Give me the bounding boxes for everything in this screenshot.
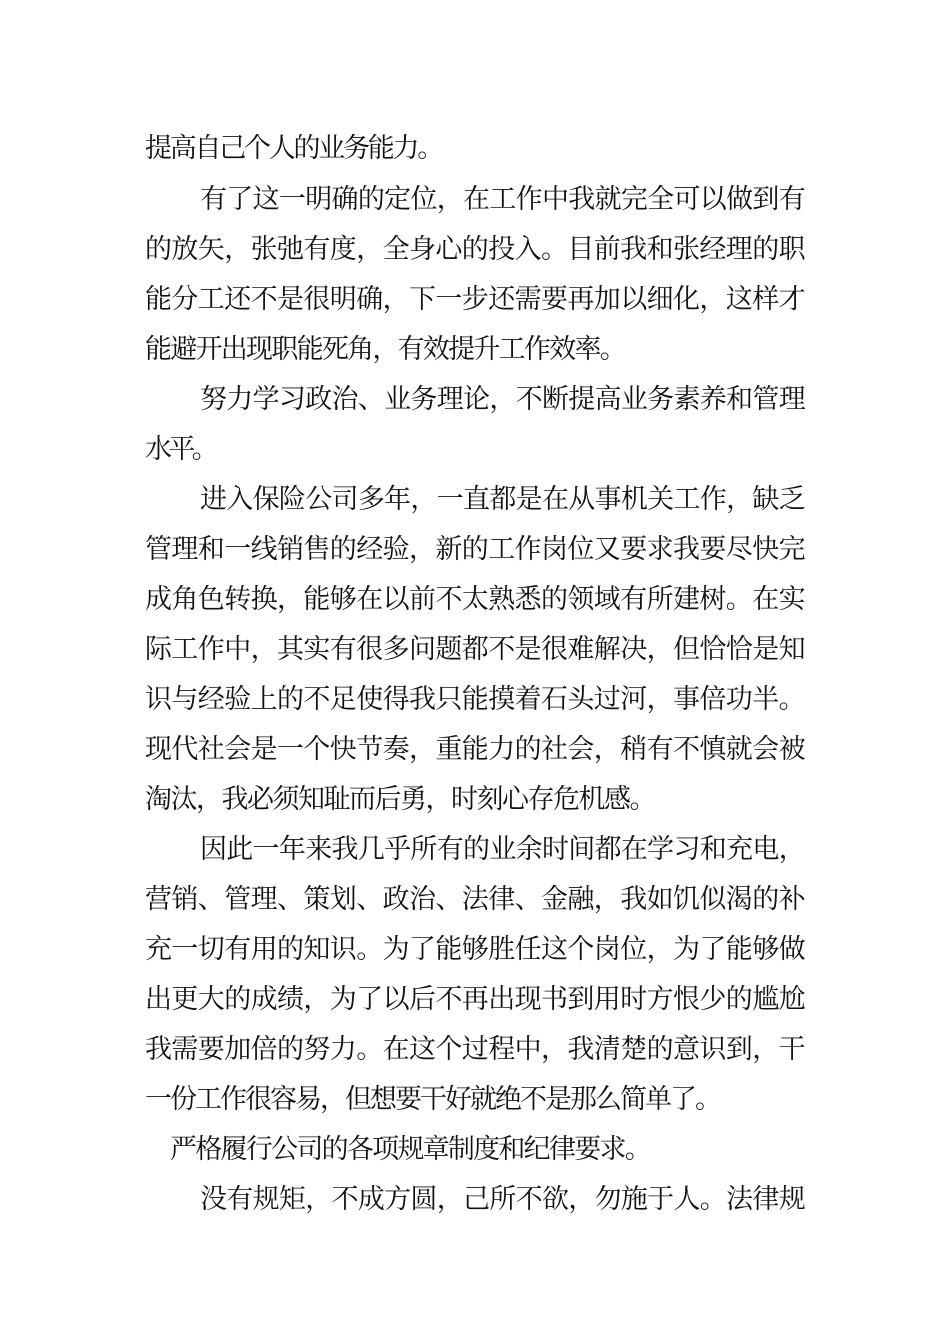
text-line-20-content: 一份工作很容易，但想要干好就绝不是那么简单了。 bbox=[145, 1084, 720, 1115]
text-line-2 bbox=[0, 180, 950, 220]
text-line-9 bbox=[0, 530, 950, 570]
text-line-14-content: 淘汰，我必须知耻而后勇，时刻心存危机感。 bbox=[145, 784, 655, 815]
text-line-1 bbox=[0, 129, 950, 169]
text-line-11-content: 际工作中，其实有很多问题都不是很难解决，但恰恰是知 bbox=[145, 634, 805, 665]
text-line-20 bbox=[0, 1080, 950, 1120]
text-line-7-content: 水平。 bbox=[145, 434, 215, 465]
text-line-17 bbox=[0, 930, 950, 970]
text-line-8 bbox=[0, 480, 950, 520]
text-line-7 bbox=[0, 430, 950, 470]
text-line-3 bbox=[0, 230, 950, 270]
text-line-13 bbox=[0, 730, 950, 770]
text-line-17-content: 充一切有用的知识。为了能够胜任这个岗位，为了能够做 bbox=[145, 934, 805, 965]
text-line-1-content: 提高自己个人的业务能力。 bbox=[145, 133, 442, 164]
text-line-5 bbox=[0, 330, 950, 370]
text-line-6 bbox=[0, 380, 950, 420]
text-line-3-content: 的放矢，张弛有度，全身心的投入。目前我和张经理的职 bbox=[145, 234, 805, 265]
text-line-22-content: 没有规矩，不成方圆，己所不欲，勿施于人。法律规 bbox=[200, 1184, 805, 1215]
text-line-13-content: 现代社会是一个快节奏，重能力的社会，稍有不慎就会被 bbox=[145, 734, 805, 765]
text-line-19-content: 我需要加倍的努力。在这个过程中，我清楚的意识到，干 bbox=[145, 1034, 805, 1065]
text-line-8-content: 进入保险公司多年，一直都是在从事机关工作，缺乏 bbox=[200, 484, 805, 515]
text-line-10-content: 成角色转换，能够在以前不太熟悉的领域有所建树。在实 bbox=[145, 584, 805, 615]
text-line-4-content: 能分工还不是很明确，下一步还需要再加以细化，这样才 bbox=[145, 284, 805, 315]
text-line-22 bbox=[0, 1180, 950, 1220]
text-line-21 bbox=[0, 1130, 950, 1170]
text-line-14 bbox=[0, 780, 950, 820]
text-line-12-content: 识与经验上的不足使得我只能摸着石头过河，事倍功半。 bbox=[145, 684, 805, 715]
text-line-4 bbox=[0, 280, 950, 320]
text-line-21-content: 严格履行公司的各项规章制度和纪律要求。 bbox=[170, 1134, 650, 1165]
text-line-16 bbox=[0, 880, 950, 920]
text-line-19 bbox=[0, 1030, 950, 1070]
text-line-6-content: 努力学习政治、业务理论，不断提高业务素养和管理 bbox=[200, 384, 805, 415]
text-line-11 bbox=[0, 630, 950, 670]
text-line-18 bbox=[0, 980, 950, 1020]
text-line-15 bbox=[0, 830, 950, 870]
text-line-12 bbox=[0, 680, 950, 720]
text-line-16-content: 营销、管理、策划、政治、法律、金融，我如饥似渴的补 bbox=[145, 884, 805, 915]
text-line-10 bbox=[0, 580, 950, 620]
text-line-18-content: 出更大的成绩，为了以后不再出现书到用时方恨少的尴尬 bbox=[145, 984, 805, 1015]
text-line-2-content: 有了这一明确的定位，在工作中我就完全可以做到有 bbox=[200, 184, 805, 215]
text-line-15-content: 因此一年来我几乎所有的业余时间都在学习和充电， bbox=[200, 834, 805, 865]
text-line-9-content: 管理和一线销售的经验，新的工作岗位又要求我要尽快完 bbox=[145, 534, 805, 565]
text-line-5-content: 能避开出现职能死角，有效提升工作效率。 bbox=[145, 334, 625, 365]
